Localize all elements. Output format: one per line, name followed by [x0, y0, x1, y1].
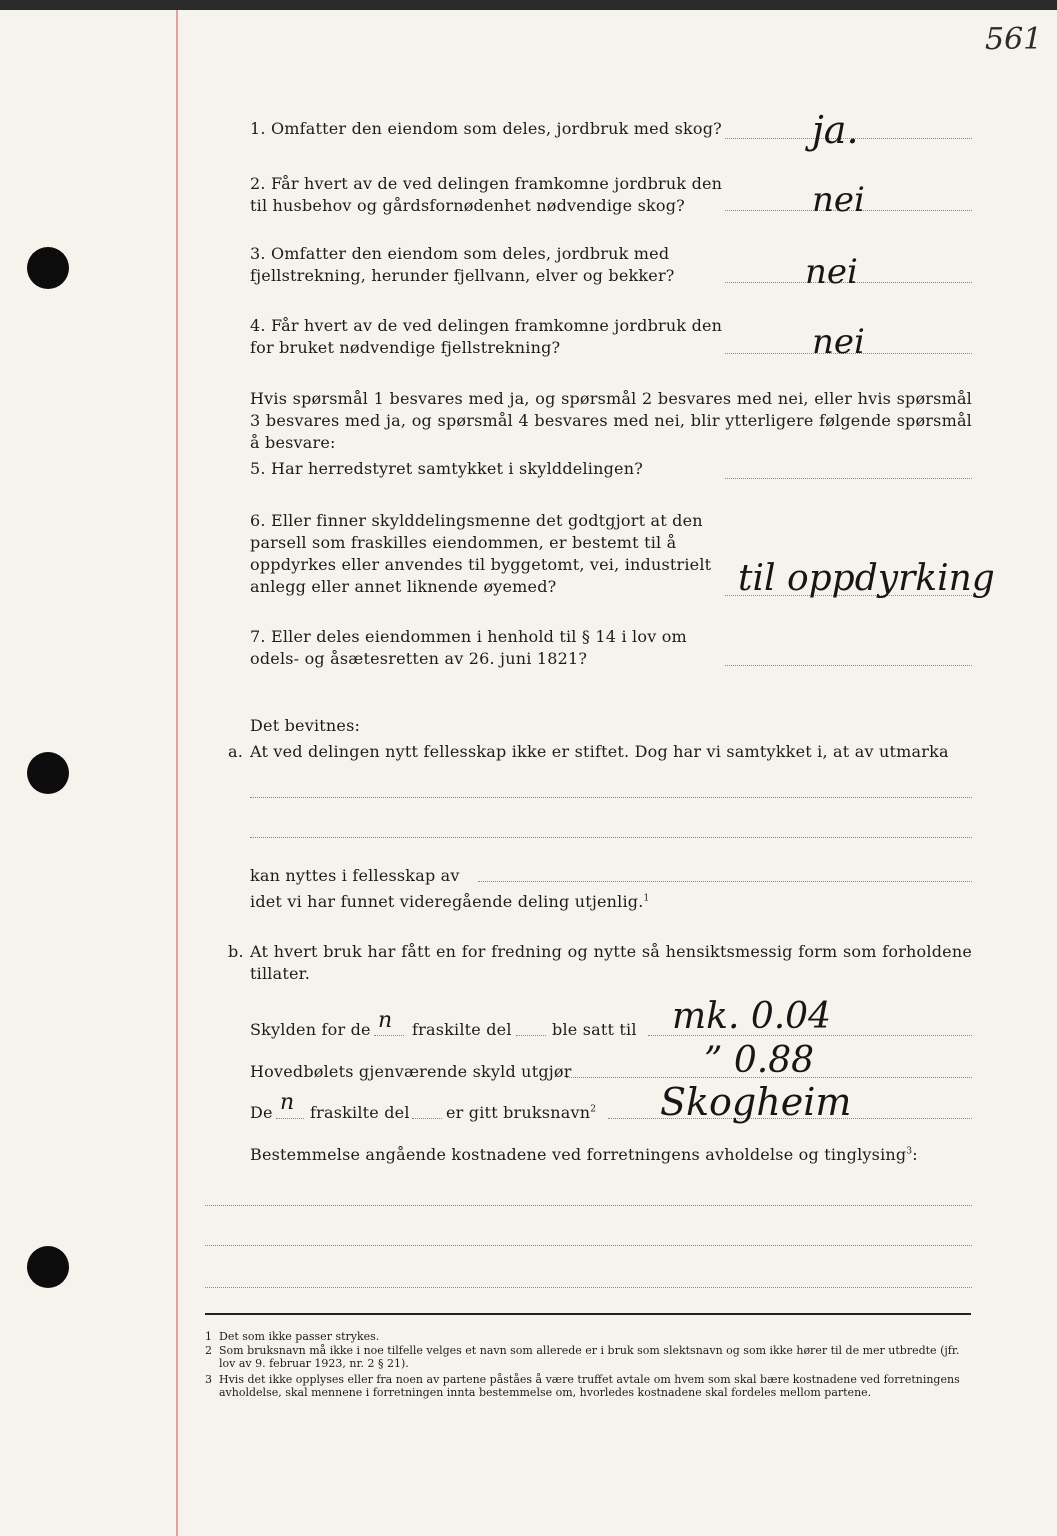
answer-1: ja.: [812, 108, 859, 152]
footnote-text: Hvis det ikke opplyses eller fra noen av partene påståes å være truffet avtale om hvem som skal bære kostnadene ved forretningens avholdelse, skal mennene i forretningen innta bestemmelse om, hvorledes kostnadene skal fordeles mellom partene.: [219, 1373, 960, 1399]
blank-line: [205, 1287, 972, 1288]
footnote-text: Som bruksnavn må ikke i noe tilfelle velges et navn som allerede er i bruk som slektsnavn og som ikke hører til de mer utbredte (jfr. lov av 9. februar 1923, nr. 2 § 21).: [219, 1344, 960, 1370]
footnote-ref: 2: [590, 1104, 597, 1115]
footnote-1: [205, 1330, 975, 1343]
main-farm-label: Hovedbølets gjenværende skyld utgjør: [250, 1062, 572, 1081]
footnote-2: [205, 1344, 975, 1370]
blank-line: [276, 1118, 304, 1119]
attest-heading: Det bevitnes:: [250, 716, 361, 735]
colon: :: [912, 1145, 918, 1164]
blank-line: [374, 1035, 404, 1036]
blank-line: [478, 881, 972, 882]
question-2: 2. Får hvert av de ved delingen framkomne jordbruk den til husbehov og gårdsfornødenhet nødvendige skog?: [250, 174, 723, 215]
reason-label: idet vi har funnet videregående deling utjenlig.: [250, 892, 644, 911]
answer-line: [725, 665, 972, 666]
farm-name-value: Skogheim: [660, 1080, 852, 1124]
question-4: 4. Får hvert av de ved delingen framkomne jordbruk den for bruket nødvendige fjellstrekning?: [250, 316, 723, 357]
answer-6: til oppdyrking: [738, 558, 995, 599]
question-6: 6. Eller finner skylddelingsmenne det godtgjort at den parsell som fraskilles eiendommen, er bestemt til å oppdyrkes eller anvendes til byggetomt, vei, industrielt anlegg eller annet liknende øyemed?: [250, 511, 712, 596]
answer-line: [725, 478, 972, 479]
blank-line: [205, 1245, 972, 1246]
answer-2: nei: [812, 180, 865, 220]
name-suffix-label: er gitt bruksnavn: [446, 1103, 591, 1122]
punch-hole: [27, 752, 69, 794]
footnote-number: 2: [205, 1344, 212, 1357]
name-suffix: [446, 1102, 596, 1124]
answer-4: nei: [812, 322, 865, 362]
item-a-text: At ved delingen nytt fellesskap ikke er stiftet. Dog har vi samtykket i, at av utmarka: [250, 742, 949, 761]
punch-hole: [27, 1246, 69, 1288]
scan-top-edge: [0, 0, 1057, 10]
footnote-text: Det som ikke passer strykes.: [219, 1330, 380, 1343]
punch-hole: [27, 247, 69, 289]
question-5: 5. Har herredstyret samtykket i skylddelingen?: [250, 459, 643, 478]
main-farm-value: ” 0.88: [704, 1040, 815, 1081]
skyld-handwritten-n: n: [378, 1008, 393, 1033]
skyld-mid: fraskilte del: [412, 1020, 512, 1039]
name-mid: fraskilte del: [310, 1103, 410, 1122]
footnote-ref: 1: [643, 893, 650, 904]
item-a-label: a.: [228, 742, 244, 761]
footnote-ref: 3: [906, 1146, 913, 1157]
cost-provision-label: [250, 1144, 918, 1166]
common-use-label: kan nyttes i fellesskap av: [250, 866, 460, 885]
question-7: 7. Eller deles eiendommen i henhold til § 14 i lov om odels- og åsætesretten av 26. juni 1821?: [250, 627, 687, 668]
skyld-value: mk. 0.04: [672, 996, 831, 1037]
footnote-3: [205, 1373, 975, 1399]
item-b-text: At hvert bruk har fått en for fredning og nytte så hensiktsmessig form som forholdene tillater.: [250, 942, 972, 983]
question-3: 3. Omfatter den eiendom som deles, jordbruk med fjellstrekning, herunder fjellvann, elver og bekker?: [250, 244, 675, 285]
item-b-label: b.: [228, 942, 244, 961]
reason-text: [250, 891, 649, 913]
page-number: 561: [985, 22, 1043, 57]
blank-line: [205, 1205, 972, 1206]
blank-line: [516, 1035, 546, 1036]
blank-line: [250, 837, 972, 838]
blank-line: [250, 797, 972, 798]
footnote-number: 1: [205, 1330, 212, 1343]
name-prefix: De: [250, 1103, 273, 1122]
answer-3: nei: [805, 252, 858, 292]
question-1: 1. Omfatter den eiendom som deles, jordbruk med skog?: [250, 119, 722, 138]
cost-provision-text: Bestemmelse angående kostnadene ved forretningens avholdelse og tinglysing: [250, 1145, 907, 1164]
skyld-suffix: ble satt til: [552, 1020, 637, 1039]
footnote-number: 3: [205, 1373, 212, 1386]
conditional-instruction: Hvis spørsmål 1 besvares med ja, og spørsmål 2 besvares med nei, eller hvis spørsmål 3 besvares med ja, og spørsmål 4 besvares med nei, blir ytterligere følgende spørsmål å besvare:: [250, 389, 972, 452]
name-handwritten-n: n: [280, 1090, 295, 1115]
blank-line: [412, 1118, 442, 1119]
footnote-rule: [205, 1313, 971, 1315]
skyld-prefix: Skylden for de: [250, 1020, 371, 1039]
margin-line: [176, 10, 178, 1536]
